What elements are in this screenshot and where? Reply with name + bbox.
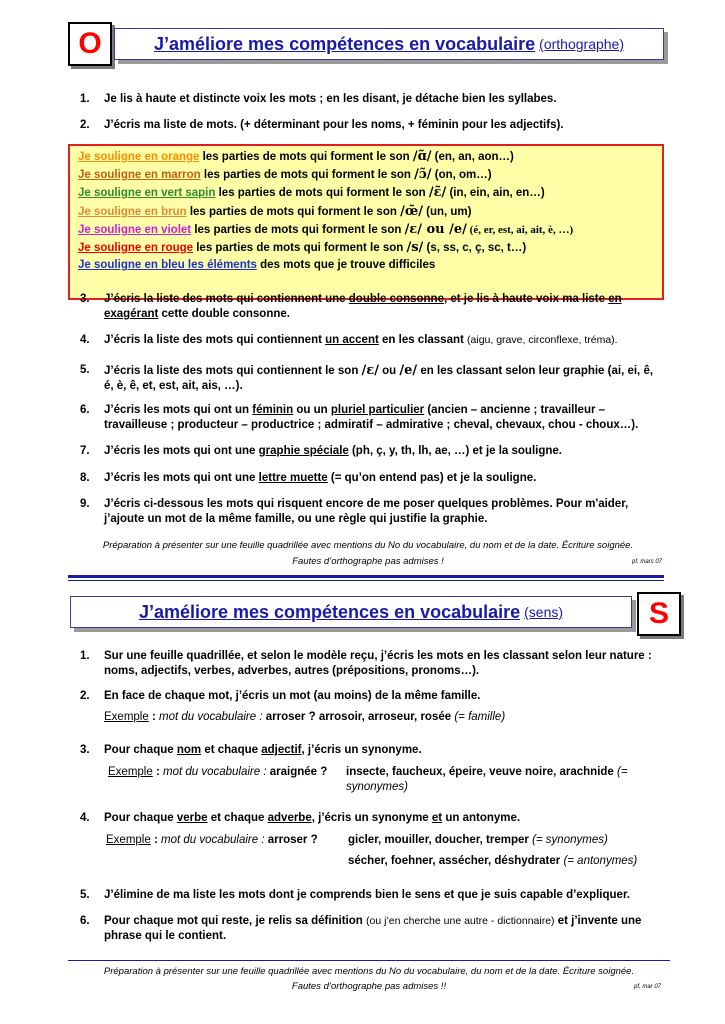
letter-s-box (637, 592, 681, 636)
s-item-3: 3. Pour chaque nom et chaque adjectif, j’écris un synonyme. (80, 744, 422, 756)
divider-thin (68, 580, 664, 581)
footnote-o-1: Préparation à présenter sur une feuille quadrillée avec mentions du No du vocabulaire, du nom et de la date. Écriture soignée. (102, 540, 634, 551)
title-main: J’améliore mes compétences en vocabulaire (153, 33, 536, 54)
o-item-9: 9. J’écris ci-dessous les mots qui risquent encore de me poser quelques problèmes. Pour m'aider, j’ajoute un mot de la même famille, ou une règle qui justifie la graphie. (80, 498, 629, 525)
o-item-7: 7. J’écris les mots qui ont une graphie spéciale (ph, ç, y, th, lh, ae, …) et je la souligne. (80, 445, 562, 457)
letter-s: S (648, 597, 669, 630)
signature-o: pf, mars 07 (632, 559, 663, 565)
box-line-marron: Je souligne en marron les parties de mots qui forment le son /ɔ̃/ (on, om…) (78, 167, 492, 182)
signature-s: pf, mar 07 (634, 984, 662, 990)
o-item-3: 3. J’écris la liste des mots qui contiennent une double consonne, et je lis à haute voix ma liste en exagérant cette double consonne. (80, 293, 622, 320)
o-item-2: 2. J’écris ma liste de mots. (+ déterminant pour les noms, + féminin pour les adjectifs). (80, 119, 564, 131)
letter-o: O (78, 27, 102, 60)
s-item-1: 1. Sur une feuille quadrillée, et selon le modèle reçu, j’écris les mots en les classant selon leur nature : noms, adjectifs, verbes, adverbes, autres (prépositions, pronoms…). (80, 650, 652, 677)
divider-thick (68, 575, 664, 578)
box-line-rouge: Je souligne en rouge les parties de mots qui forment le son /s/ (s, ss, c, ç, sc, t…) (78, 240, 527, 255)
box-line-violet: Je souligne en violet les parties de mots qui forment le son /ɛ/ ou /e/ (é, er, est, ai, ait, è, …) (78, 222, 574, 237)
footnote-s-2: Fautes d’orthographe pas admises !! (291, 981, 447, 992)
o-item-1: 1. Je lis à haute et distincte voix les mots ; en les disant, je détache bien les syllabes. (80, 93, 557, 105)
s-item-6: 6. Pour chaque mot qui reste, je relis sa définition (ou j’en cherche une autre - dictionnaire) et j’invente une phrase qui le contient. (80, 915, 642, 942)
title-main-s: J’améliore mes compétences en vocabulaire (138, 601, 521, 622)
color-instructions-box (68, 144, 664, 300)
s-item-2: 2. En face de chaque mot, j’écris un mot (au moins) de la même famille. (80, 690, 481, 702)
box-line-brun: Je souligne en brun les parties de mots qui forment le son /œ̃/ (un, um) (78, 204, 472, 219)
s-item-4: 4. Pour chaque verbe et chaque adverbe, j’écris un synonyme et un antonyme. (80, 812, 521, 824)
letter-o-box (68, 22, 112, 66)
box-line-bleu: Je souligne en bleu les éléments des mots que je trouve difficiles (78, 259, 436, 271)
s-example-2: Exemple : mot du vocabulaire : arroser ? arrosoir, arroseur, rosée (= famille) (104, 711, 506, 723)
box-line-vert: Je souligne en vert sapin les parties de mots qui forment le son /ɛ̃/ (in, ein, ain, en…) (78, 185, 545, 200)
s-example-4: Exemple : mot du vocabulaire : arroser ? gicler, mouiller, doucher, tremper (= synonymes) sécher, foehner, assécher, déshydrater (= antonymes) (106, 834, 638, 867)
o-item-5: 5. J’écris la liste des mots qui contiennent le son /ɛ/ ou /e/ en les classant selon leur graphie (ai, ei, ê, é, è, ê, et, est, ait, ais, …). (80, 363, 654, 392)
s-item-5: 5. J’élimine de ma liste les mots dont je comprends bien le sens et que je suis capable d’expliquer. (80, 889, 630, 901)
footnote-o-2: Fautes d’orthographe pas admises ! (292, 556, 444, 567)
title-orthographe (114, 28, 664, 60)
title-sub: (orthographe) (539, 36, 624, 52)
title-sub-s: (sens) (524, 604, 564, 620)
s-example-3: Exemple : mot du vocabulaire : araignée ? insecte, faucheux, épeire, veuve noire, arachnide (= synonymes) (108, 766, 628, 793)
box-line-orange: Je souligne en orange les parties de mots qui forment le son /ɑ̃/ (en, an, aon…) (78, 149, 514, 164)
footer-rule (68, 960, 670, 961)
footnote-s-1: Préparation à présenter sur une feuille quadrillée avec mentions du No du vocabulaire, du nom et de la date. Écriture soignée. (103, 966, 635, 977)
title-sens (70, 596, 632, 628)
o-item-4: 4. J’écris la liste des mots qui contiennent un accent en les classant (aigu, grave, circonflexe, tréma). (80, 334, 618, 346)
o-item-6: 6. J’écris les mots qui ont un féminin ou un pluriel particulier (ancien – ancienne ; travailleur – travailleuse ; producteur – productrice ; admiratif – admirative ; cheval, chevaux, chou - choux…). (80, 404, 639, 431)
o-item-8: 8. J’écris les mots qui ont une lettre muette (= qu’on entend pas) et je la souligne. (80, 472, 537, 484)
